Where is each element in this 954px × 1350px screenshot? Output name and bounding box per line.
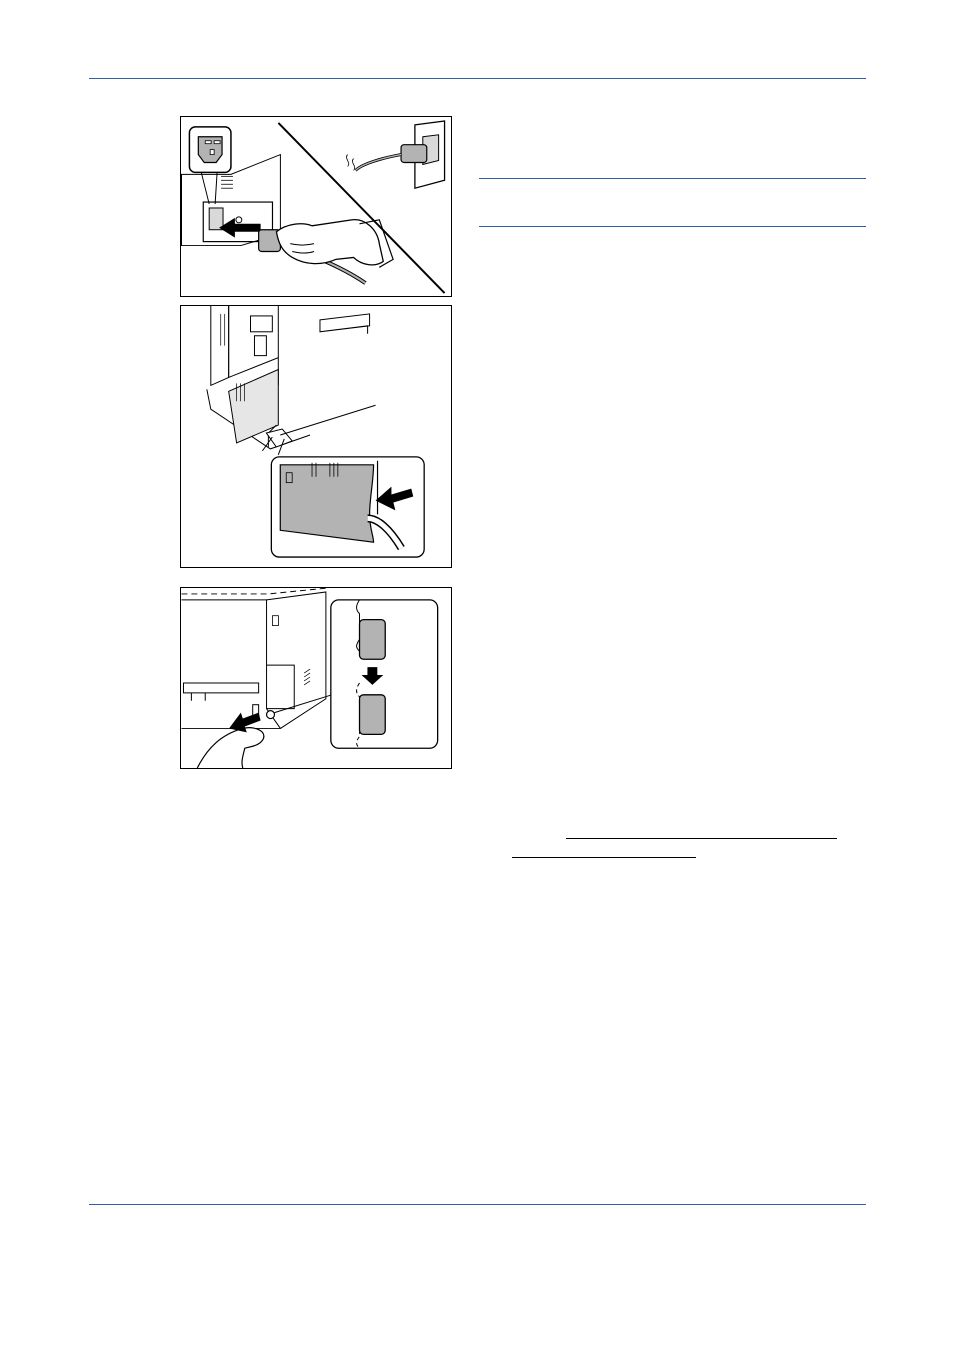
hand-icon: [276, 220, 393, 268]
link-underline-2[interactable]: [512, 857, 696, 858]
power-switch-figure: [180, 587, 452, 769]
note-top-rule: [479, 178, 866, 179]
printer-side-illustration: [181, 306, 451, 567]
printer-front-icon: [181, 588, 331, 728]
cover-open-figure: [180, 305, 452, 568]
header-rule: [89, 78, 866, 79]
power-inlet-icon: [189, 127, 231, 204]
power-switch-illustration: [181, 588, 451, 768]
power-cord-connection-figure: [180, 116, 452, 297]
wall-outlet-icon: [347, 121, 445, 188]
footer-rule: [89, 1204, 866, 1205]
finger-icon: [197, 728, 264, 768]
printer-side-icon: [207, 306, 376, 455]
arrow-icon: [219, 218, 261, 238]
link-underline-1[interactable]: [566, 838, 837, 839]
power-cord-illustration: [181, 117, 451, 296]
note-bottom-rule: [479, 226, 866, 227]
